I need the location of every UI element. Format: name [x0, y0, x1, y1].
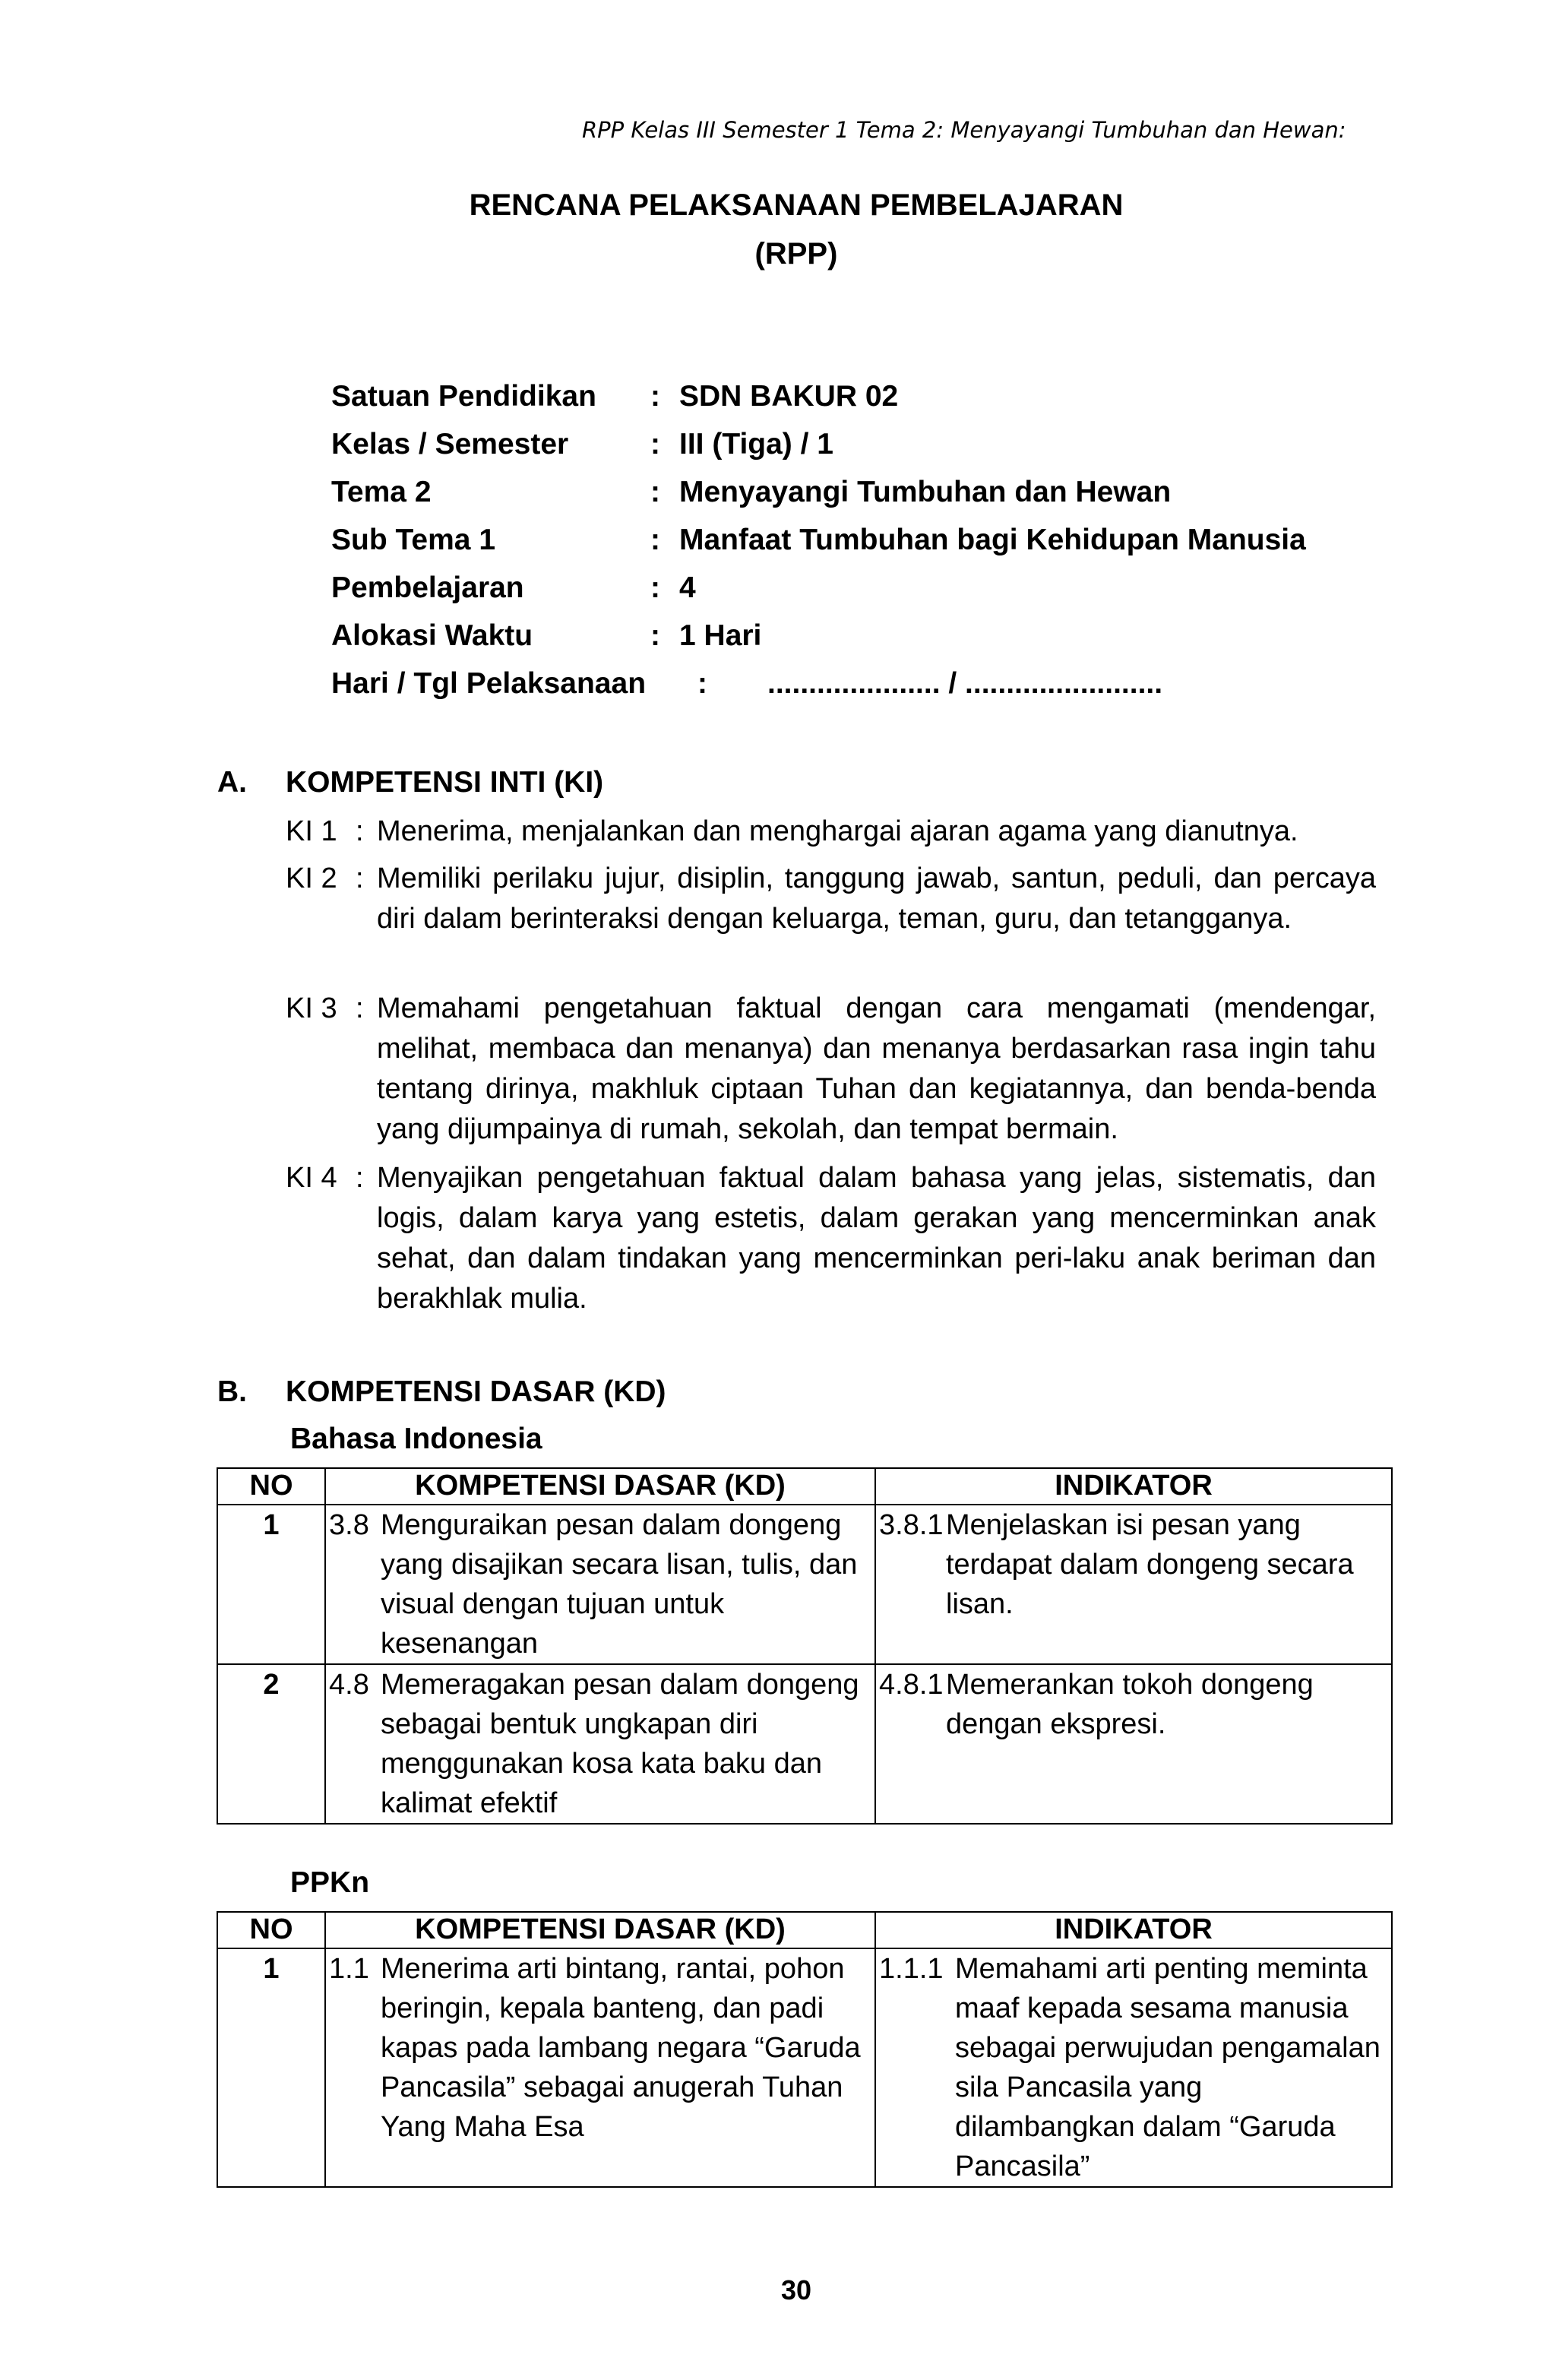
kd-description: Menguraikan pesan dalam dongeng yang disajikan secara lisan, tulis, dan visual dengan tujuan untuk kesenangan — [381, 1509, 858, 1660]
kd-table-bahasa-indonesia — [217, 1467, 1393, 1825]
ki-separator: : — [356, 815, 364, 847]
identity-label: Sub Tema 1 — [331, 524, 496, 556]
identity-colon: : — [650, 571, 660, 604]
identity-value: 4 — [679, 571, 696, 604]
kd-table-ppkn — [217, 1911, 1393, 2188]
section-a-title: KOMPETENSI INTI (KI) — [286, 766, 604, 799]
kd-number: 4.8 — [329, 1669, 369, 1701]
ki-code: KI 2 — [286, 862, 337, 894]
indicator-description: Memahami arti penting meminta maaf kepada sesama manusia sebagai perwujudan pengamalan sila Pancasila yang dilambangkan dalam “Garuda Pancasila” — [955, 1953, 1380, 2182]
section-a-letter: A. — [217, 766, 247, 799]
ki-item — [286, 1158, 1376, 1319]
kd-description: Menerima arti bintang, rantai, pohon beringin, kepala banteng, dan padi kapas pada lambang negara “Garuda Pancasila” sebagai anugerah Tuhan Yang Maha Esa — [381, 1953, 861, 2143]
identity-value: Menyayangi Tumbuhan dan Hewan — [679, 476, 1172, 508]
subject-heading: PPKn — [290, 1866, 370, 1899]
page-number: 30 — [780, 2274, 812, 2306]
indicator-entry — [876, 1949, 1391, 2186]
indicator-entry — [876, 1505, 1391, 1624]
identity-colon: : — [650, 524, 660, 556]
ki-text: Memiliki perilaku jujur, disiplin, tanggung jawab, santun, peduli, dan percaya diri dalam berinteraksi dengan keluarga, teman, guru, dan tetangganya. — [377, 862, 1376, 935]
indicator-number: 4.8.1 — [879, 1669, 944, 1701]
document-title: RENCANA PELAKSANAAN PEMBELAJARAN — [469, 188, 1124, 222]
indicator-number: 1.1.1 — [879, 1953, 944, 1985]
kd-cell — [325, 1948, 875, 2187]
kd-cell — [325, 1664, 875, 1824]
kd-cell — [325, 1505, 875, 1664]
indicator-cell — [875, 1948, 1392, 2187]
ki-code: KI 1 — [286, 815, 337, 847]
table-row — [217, 1505, 1392, 1664]
identity-label: Pembelajaran — [331, 571, 524, 604]
identity-label: Hari / Tgl Pelaksanaan — [331, 667, 647, 700]
table-row — [217, 1948, 1392, 2187]
identity-label: Alokasi Waktu — [331, 619, 533, 652]
indicator-number: 3.8.1 — [879, 1509, 944, 1541]
identity-colon: : — [697, 667, 707, 700]
ki-item — [286, 812, 1376, 852]
row-number: 1 — [217, 1505, 325, 1664]
ki-text: Memahami pengetahuan faktual dengan cara mengamati (mendengar, melihat, membaca dan menanya) dan menanya berdasarkan rasa ingin tahu tentang dirinya, makhluk ciptaan Tuhan dan kegiatannya, dan benda-benda yang dijumpainya di rumah, sekolah, dan tempat bermain. — [377, 992, 1376, 1145]
ki-item — [286, 859, 1376, 939]
row-number: 2 — [217, 1664, 325, 1824]
ki-separator: : — [356, 1162, 364, 1194]
identity-label: Satuan Pendidikan — [331, 380, 596, 413]
kd-entry — [326, 1949, 874, 2147]
identity-value: ..................... / ........................ — [767, 667, 1163, 700]
table-header-row — [217, 1912, 1392, 1948]
indicator-description: Memerankan tokoh dongeng dengan ekspresi. — [946, 1669, 1314, 1740]
kd-description: Memeragakan pesan dalam dongeng sebagai bentuk ungkapan diri menggunakan kosa kata baku dan kalimat efektif — [381, 1669, 859, 1819]
column-header: KOMPETENSI DASAR (KD) — [325, 1468, 875, 1505]
column-header: NO — [217, 1468, 325, 1505]
kd-number: 1.1 — [329, 1953, 369, 1985]
document-subtitle: (RPP) — [754, 237, 838, 271]
ki-code: KI 3 — [286, 992, 337, 1024]
ki-code: KI 4 — [286, 1162, 337, 1194]
ki-text: Menyajikan pengetahuan faktual dalam bahasa yang jelas, sistematis, dan logis, dalam karya yang estetis, dalam gerakan yang mencerminkan anak sehat, dan dalam tindakan yang mencerminkan peri-laku anak beriman dan berakhlak mulia. — [377, 1162, 1376, 1315]
section-b-title: KOMPETENSI DASAR (KD) — [286, 1375, 666, 1408]
ki-separator: : — [356, 992, 364, 1024]
indicator-cell — [875, 1664, 1392, 1824]
identity-colon: : — [650, 428, 660, 460]
table-header-row — [217, 1468, 1392, 1505]
identity-colon: : — [650, 380, 660, 413]
column-header: KOMPETENSI DASAR (KD) — [325, 1912, 875, 1948]
kd-entry — [326, 1665, 874, 1823]
kd-entry — [326, 1505, 874, 1663]
indicator-entry — [876, 1665, 1391, 1744]
running-header: RPP Kelas III Semester 1 Tema 2: Menyayangi Tumbuhan dan Hewan: — [582, 117, 1346, 143]
section-b-letter: B. — [217, 1375, 247, 1408]
indicator-description: Menjelaskan isi pesan yang terdapat dalam dongeng secara lisan. — [946, 1509, 1354, 1620]
column-header: NO — [217, 1912, 325, 1948]
identity-value: Manfaat Tumbuhan bagi Kehidupan Manusia — [679, 524, 1306, 556]
row-number: 1 — [217, 1948, 325, 2187]
indicator-cell — [875, 1505, 1392, 1664]
ki-separator: : — [356, 862, 364, 894]
identity-label: Tema 2 — [331, 476, 432, 508]
column-header: INDIKATOR — [875, 1468, 1392, 1505]
identity-value: 1 Hari — [679, 619, 762, 652]
table-row — [217, 1664, 1392, 1824]
kd-number: 3.8 — [329, 1509, 369, 1541]
identity-value: III (Tiga) / 1 — [679, 428, 833, 460]
ki-text: Menerima, menjalankan dan menghargai ajaran agama yang dianutnya. — [377, 815, 1298, 847]
subject-heading: Bahasa Indonesia — [290, 1423, 542, 1455]
ki-item — [286, 989, 1376, 1150]
identity-value: SDN BAKUR 02 — [679, 380, 899, 413]
identity-label: Kelas / Semester — [331, 428, 569, 460]
identity-colon: : — [650, 476, 660, 508]
identity-colon: : — [650, 619, 660, 652]
column-header: INDIKATOR — [875, 1912, 1392, 1948]
